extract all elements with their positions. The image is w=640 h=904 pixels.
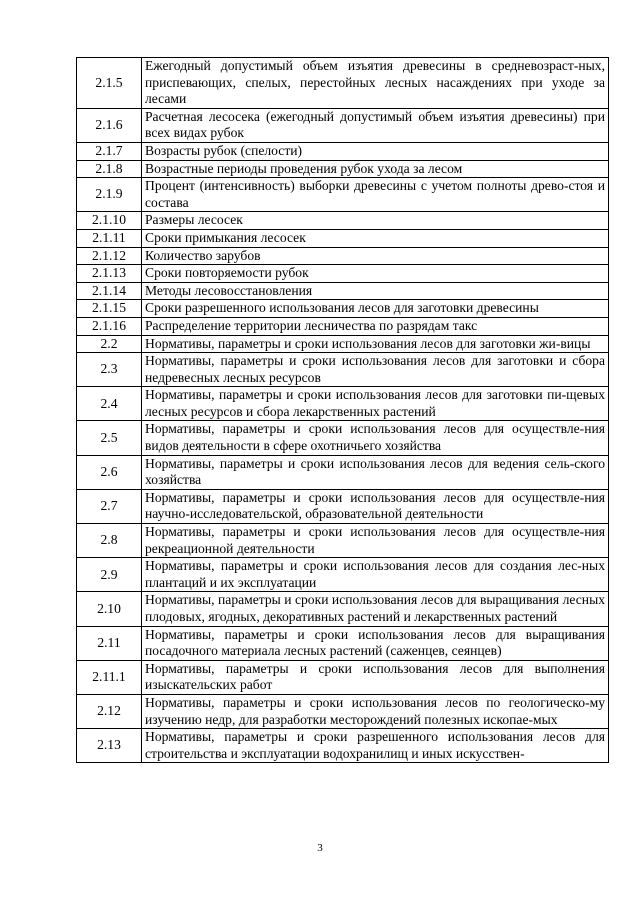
section-title: Нормативы, параметры и сроки использования лесов для создания лес-ных плантаций и их эксплуатации — [142, 558, 609, 592]
section-title: Сроки повторяемости рубок — [142, 265, 609, 283]
section-number: 2.12 — [77, 694, 142, 728]
section-number: 2.1.8 — [77, 160, 142, 178]
section-title: Ежегодный допустимый объем изъятия древесины в средневозраст-ных, приспевающих, спелых, перестойных лесных насаждениях при уходе за лесами — [142, 58, 609, 109]
table-row — [77, 729, 609, 763]
section-number: 2.1.11 — [77, 229, 142, 247]
table-row — [77, 229, 609, 247]
section-number: 2.5 — [77, 421, 142, 455]
section-number: 2.2 — [77, 335, 142, 353]
table-row — [77, 353, 609, 387]
section-title: Нормативы, параметры и сроки использования лесов для ведения сель-ского хозяйства — [142, 455, 609, 489]
table-row — [77, 335, 609, 353]
section-title: Распределение территории лесничества по разрядам такс — [142, 317, 609, 335]
table-row — [77, 300, 609, 318]
table-row — [77, 247, 609, 265]
section-title: Нормативы, параметры и сроки использования лесов для выращивания посадочного материала лесных растений (саженцев, сеянцев) — [142, 626, 609, 660]
contents-table — [76, 57, 609, 763]
table-row — [77, 626, 609, 660]
table-row — [77, 178, 609, 212]
contents-table-body — [77, 58, 609, 763]
section-title: Сроки разрешенного использования лесов для заготовки древесины — [142, 300, 609, 318]
section-title: Сроки примыкания лесосек — [142, 229, 609, 247]
section-title: Размеры лесосек — [142, 212, 609, 230]
section-title: Нормативы, параметры и сроки разрешенного использования лесов для строительства и эксплуатации водохранилищ и иных искусствен- — [142, 729, 609, 763]
table-row — [77, 265, 609, 283]
table-row — [77, 160, 609, 178]
section-number: 2.11.1 — [77, 660, 142, 694]
table-row — [77, 58, 609, 109]
section-title: Возрастные периоды проведения рубок ухода за лесом — [142, 160, 609, 178]
section-number: 2.4 — [77, 387, 142, 421]
section-number: 2.8 — [77, 524, 142, 558]
section-number: 2.1.10 — [77, 212, 142, 230]
section-title: Нормативы, параметры и сроки использования лесов для выполнения изыскательских работ — [142, 660, 609, 694]
section-number: 2.1.13 — [77, 265, 142, 283]
section-title: Нормативы, параметры и сроки использования лесов для заготовки и сбора недревесных лесных ресурсов — [142, 353, 609, 387]
section-title: Нормативы, параметры и сроки использования лесов для осуществле-ния рекреационной деятельности — [142, 524, 609, 558]
table-row — [77, 660, 609, 694]
section-number: 2.1.14 — [77, 282, 142, 300]
table-row — [77, 282, 609, 300]
section-number: 2.1.9 — [77, 178, 142, 212]
table-row — [77, 694, 609, 728]
section-title: Нормативы, параметры и сроки использования лесов для осуществле-ния научно-исследовательской, образовательной деятельности — [142, 489, 609, 523]
section-number: 2.3 — [77, 353, 142, 387]
table-row — [77, 387, 609, 421]
table-row — [77, 108, 609, 142]
section-title: Процент (интенсивность) выборки древесины с учетом полноты древо-стоя и состава — [142, 178, 609, 212]
table-row — [77, 524, 609, 558]
section-title: Нормативы, параметры и сроки использования лесов для осуществле-ния видов деятельности в сфере охотничьего хозяйства — [142, 421, 609, 455]
section-number: 2.13 — [77, 729, 142, 763]
section-title: Методы лесовосстановления — [142, 282, 609, 300]
section-title: Возрасты рубок (спелости) — [142, 142, 609, 160]
section-number: 2.1.16 — [77, 317, 142, 335]
table-row — [77, 421, 609, 455]
section-number: 2.11 — [77, 626, 142, 660]
page-number: 3 — [317, 842, 323, 854]
table-row — [77, 212, 609, 230]
section-title: Нормативы, параметры и сроки использования лесов по геологическо-му изучению недр, для разработки месторождений полезных ископае-мых — [142, 694, 609, 728]
section-number: 2.6 — [77, 455, 142, 489]
section-number: 2.1.15 — [77, 300, 142, 318]
section-number: 2.10 — [77, 592, 142, 626]
table-row — [77, 455, 609, 489]
section-title: Расчетная лесосека (ежегодный допустимый объем изъятия древесины) при всех видах рубок — [142, 108, 609, 142]
table-row — [77, 142, 609, 160]
section-title: Нормативы, параметры и сроки использования лесов для заготовки пи-щевых лесных ресурсов и сбора лекарственных растений — [142, 387, 609, 421]
section-title: Нормативы, параметры и сроки использования лесов для выращивания лесных плодовых, ягодных, декоративных растений и лекарственных растений — [142, 592, 609, 626]
section-title: Нормативы, параметры и сроки использования лесов для заготовки жи-вицы — [142, 335, 609, 353]
table-row — [77, 489, 609, 523]
section-title: Количество зарубов — [142, 247, 609, 265]
table-row — [77, 558, 609, 592]
section-number: 2.1.6 — [77, 108, 142, 142]
table-row — [77, 592, 609, 626]
table-row — [77, 317, 609, 335]
section-number: 2.1.12 — [77, 247, 142, 265]
section-number: 2.1.5 — [77, 58, 142, 109]
section-number: 2.7 — [77, 489, 142, 523]
section-number: 2.1.7 — [77, 142, 142, 160]
section-number: 2.9 — [77, 558, 142, 592]
